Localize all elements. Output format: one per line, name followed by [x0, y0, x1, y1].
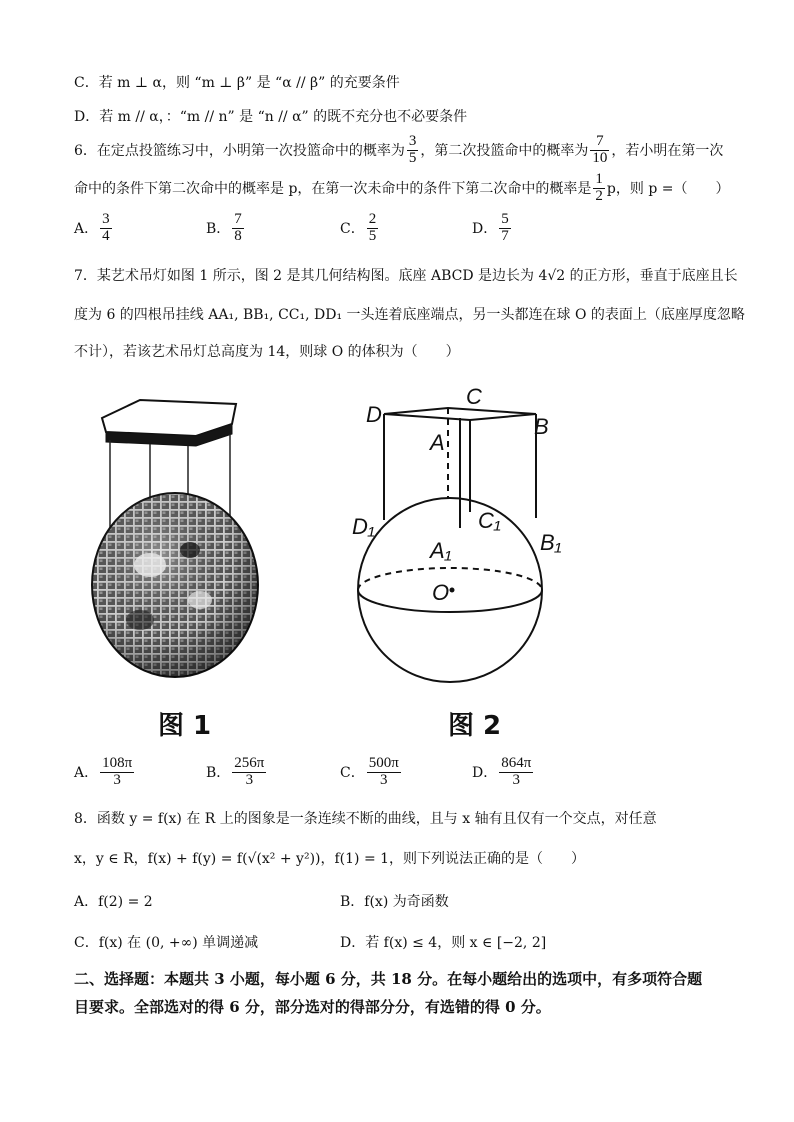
q6-option-d: D． $\frac{5}{7}$: [472, 211, 509, 244]
q5-option-d: D．若 m // α，：“m // n” 是 “n // α” 的既不充分也不必要条件: [74, 109, 468, 125]
point-label-a1: A₁: [430, 538, 452, 563]
figure-2-caption: 图 2: [448, 711, 502, 741]
q7-option-d: D． $\frac{864\pi}{3}$: [472, 755, 532, 788]
point-label-o: O: [432, 580, 450, 605]
q6-text-e: p，则 p =（ ）: [606, 181, 730, 197]
q7-stem-line1: 7．某艺术吊灯如图 1 所示，图 2 是其几何结构图。底座 ABCD 是边长为 4√2 的正方形，垂直于底座且长: [74, 268, 738, 284]
q7-option-b: B． $\frac{256\pi}{3}$: [206, 755, 265, 788]
q6-text-c: ，若小明在第一次: [611, 143, 724, 159]
q7-option-c: C． $\frac{500\pi}{3}$: [340, 755, 399, 788]
point-label-a: A: [430, 430, 445, 455]
q8-option-a: A．f(2) = 2: [74, 894, 153, 910]
q8-stem-line1: 8．函数 y = f(x) 在 R 上的图象是一条连续不断的曲线，且与 x 轴有且仅有一个交点，对任意: [74, 811, 657, 827]
q8-option-b: B．f(x) 为奇函数: [340, 894, 449, 910]
q6-text-d: 命中的条件下第二次命中的概率是 p，在第一次未命中的条件下第二次命中的概率是: [74, 181, 592, 197]
q6-fraction-3: $\frac{1}{2}$: [595, 170, 603, 204]
figure-1-caption: 图 1: [158, 711, 212, 741]
section-2-heading-line2: 目要求。全部选对的得 6 分，部分选对的得部分分，有选错的得 0 分。: [74, 998, 551, 1016]
q6-option-a: A． $\frac{3}{4}$: [74, 211, 110, 244]
q8-stem-line2: x，y ∈ R，f(x) + f(y) = f(√(x² + y²))，f(1) = 1，则下列说法正确的是（ ）: [74, 851, 586, 867]
q6-text-b: ，第二次投篮命中的概率为: [420, 143, 589, 159]
q8-option-d: D．若 f(x) ≤ 4，则 x ∈ [−2, 2]: [340, 935, 547, 951]
point-label-c: C: [466, 384, 482, 409]
q6-option-c: C． $\frac{2}{5}$: [340, 211, 377, 244]
point-label-c1: C₁: [478, 508, 501, 533]
q5-option-c: C．若 m ⊥ α，则 “m ⊥ β” 是 “α // β” 的充要条件: [74, 75, 400, 91]
q7-stem-line3: 不计），若该艺术吊灯总高度为 14，则球 O 的体积为（ ）: [74, 344, 460, 360]
q6-option-b: B． $\frac{7}{8}$: [206, 211, 242, 244]
figure-1-lamp-image: [80, 390, 270, 690]
figure-2-diagram: [346, 378, 576, 698]
q6-stem-line2: [74, 168, 729, 208]
point-label-b: B: [534, 414, 549, 439]
section-2-heading-line1: 二、选择题：本题共 3 小题，每小题 6 分，共 18 分。在每小题给出的选项中，有多项符合题: [74, 970, 703, 988]
q6-stem-line1: [74, 130, 723, 170]
point-label-d1: D₁: [352, 514, 375, 539]
q6-text-a: 6．在定点投篮练习中，小明第一次投篮命中的概率为: [74, 143, 405, 159]
point-label-d: D: [366, 402, 382, 427]
point-label-b1: B₁: [540, 530, 562, 555]
q7-stem-line2: 度为 6 的四根吊挂线 AA₁, BB₁, CC₁, DD₁ 一头连着底座端点，另一头都连在球 O 的表面上（底座厚度忽略: [74, 307, 745, 323]
q8-option-c: C．f(x) 在 (0, +∞) 单调递减: [74, 935, 259, 951]
q7-option-a: A． $\frac{108\pi}{3}$: [74, 755, 133, 788]
q6-fraction-2: $\frac{7}{10}$: [592, 132, 608, 166]
q6-fraction-1: $\frac{3}{5}$: [408, 132, 417, 166]
